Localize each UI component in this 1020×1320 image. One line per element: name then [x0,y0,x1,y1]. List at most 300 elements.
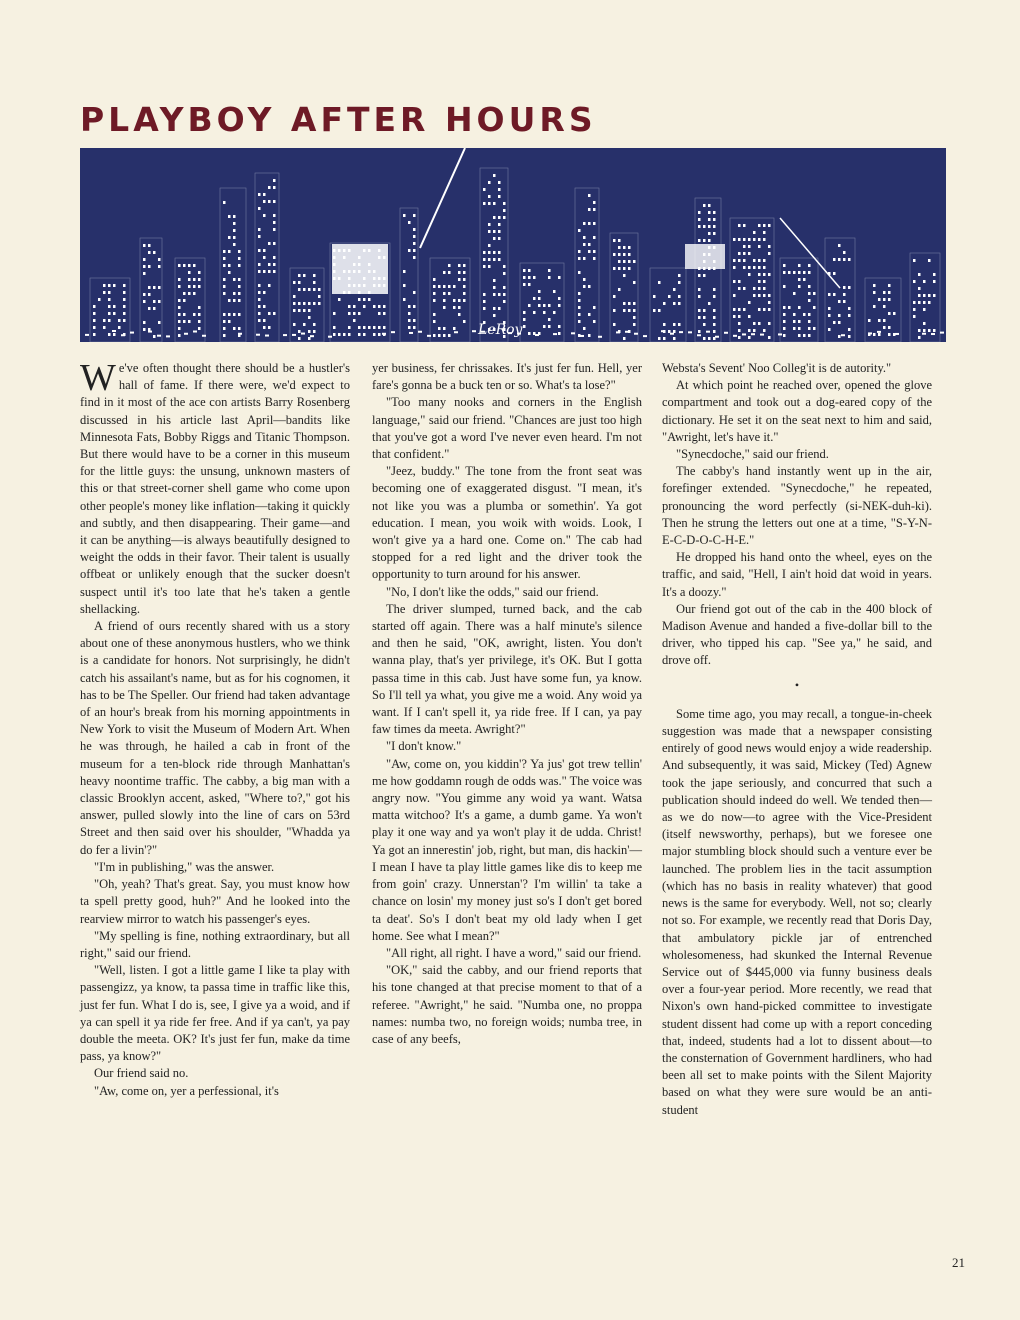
window-light [178,334,181,337]
window-light [698,239,701,242]
window-light [748,315,751,318]
window-light [258,263,261,266]
window-light [593,306,596,309]
street-light [931,333,935,335]
window-light [448,292,451,295]
window-light [883,305,886,308]
window-light [108,298,111,301]
window-light [678,323,681,326]
window-light [808,271,811,274]
window-light [758,287,761,290]
street-light [148,331,152,333]
window-light [588,194,591,197]
window-light [583,278,586,281]
window-light [593,208,596,211]
street-light [472,330,476,332]
window-light [193,264,196,267]
paragraph [80,1083,350,1100]
window-light [233,236,236,239]
window-light [198,327,201,330]
window-light [318,288,321,291]
window-light [843,258,846,261]
window-light [528,283,531,286]
window-light [758,280,761,283]
window-light [153,286,156,289]
paragraph-text: Some time ago, you may recall, a tongue-in-cheek suggestion was made that a newspaper consisting entirely of good news would enjoy a wide readership. And subsequently, it was said, Mickey (Ted) Agnew took the jape seriously, and concurred that such a publication should indeed do well. We tended then—as we do now—to agree with the Vice-President (itself newsworthy, perhaps), but we foresee one major stumbling block should such a venture ever be launched. The problem lies in the tacit assumption (which has no basis in reality whatever) that good news is the same for everybody. Well, not so; clearly not so. For example, we recently read that Doris Day, that ambulatory pickle jar of entrenched wholesomeness, had skunked the Internal Revenue Service out of $445,000 via funny business deals over a four-year period. More recently, we read that Nixon's own hand-picked committee to investigate student dissent had come up with a report conceding that, indeed, students had a lot to dissent about—to the consternation of Government hardliners, who had been all set to make points with the Silent Majority based on what they were sure would be an anti-student [662,706,932,1117]
window-light [543,311,546,314]
window-light [628,267,631,270]
article-column-3 [662,360,932,1119]
window-light [158,258,161,261]
window-light [458,271,461,274]
window-light [263,249,266,252]
window-light [498,195,501,198]
building-outline [825,238,855,342]
window-light [793,320,796,323]
window-light [713,330,716,333]
window-light [763,280,766,283]
paragraph-text: "I don't know." [386,739,462,754]
window-light [888,333,891,336]
window-light [738,252,741,255]
window-light [838,244,841,247]
window-light [448,285,451,288]
window-light [188,285,191,288]
window-light [298,274,301,277]
paragraph [80,357,350,618]
window-light [228,299,231,302]
paragraph-text: At which point he reached over, opened the glove compartment and took out a dog-eared copy of the dictionary. He set it on the seat next to him and said, "Awright, let's have it." [662,378,932,444]
street-light [184,333,188,335]
street-light [679,331,683,333]
building-outline [140,238,162,342]
window-light [108,319,111,322]
window-light [108,312,111,315]
window-light [618,253,621,256]
window-light [293,309,296,312]
window-light [433,299,436,302]
window-light [763,266,766,269]
paragraph-text: "Too many nooks and corners in the English language," said our friend. "Chances are just too high that you've got a word I've never even heard. I'm not that confident." [372,395,642,462]
window-light [588,250,591,253]
window-light [838,335,841,338]
paragraph [80,859,350,876]
window-light [303,323,306,326]
window-light [628,246,631,249]
window-light [263,256,266,259]
window-light [713,288,716,291]
window-light [223,292,226,295]
paragraph [662,601,932,670]
window-light [358,312,361,315]
window-light [738,238,741,241]
street-light [121,334,125,336]
window-light [258,291,261,294]
window-light [113,284,116,287]
window-light [453,306,456,309]
window-light [783,285,786,288]
window-light [733,238,736,241]
window-light [633,309,636,312]
window-light [493,216,496,219]
window-light [878,333,881,336]
window-light [913,308,916,311]
window-light [223,201,226,204]
street-light [193,331,197,333]
window-light [348,305,351,308]
window-light [653,309,656,312]
window-light [708,211,711,214]
street-light [112,330,116,332]
window-light [738,336,741,339]
window-light [258,298,261,301]
window-light [743,287,746,290]
building-outline [575,188,599,342]
window-light [183,320,186,323]
page-title: PLAYBOY AFTER HOURS [80,100,597,139]
window-light [153,335,156,338]
window-light [618,246,621,249]
window-light [263,270,266,273]
window-light [293,281,296,284]
street-light [454,331,458,333]
window-light [273,256,276,259]
paragraph [80,876,350,928]
window-light [438,334,441,337]
window-light [503,293,506,296]
window-light [158,321,161,324]
paragraph-text: "Aw, come on, you kiddin'? Ya jus' got trew tellin' me how goddamn rough de odds was." The voice was angry now. "You gimme any woid ya want. Watsa matta witchoo? It's a game, a dumb game. Ya won't play it one way and ya won't play it de udda. Christ! Ya got an innerestin' job, right, but man, dis hackin'—I mean I have ta play little games like dis to keep me from goin' crazy. Unnerstan'? I'm willin' ta take a chance on losin' my money just so's I don't get bored ta deat'. So's I don't beat my old lady when I get home. See what I mean?" [372,756,642,943]
paragraph [80,1065,350,1082]
street-light [382,333,386,335]
window-light [268,284,271,287]
window-light [753,238,756,241]
window-light [593,222,596,225]
window-light [108,291,111,294]
window-light [768,336,771,339]
window-light [918,336,921,339]
window-light [928,329,931,332]
window-light [743,238,746,241]
window-light [733,280,736,283]
window-light [888,326,891,329]
window-light [313,288,316,291]
window-light [308,302,311,305]
window-light [763,294,766,297]
window-light [198,306,201,309]
window-light [623,260,626,263]
window-light [763,224,766,227]
window-light [118,326,121,329]
window-light [558,297,561,300]
window-light [523,276,526,279]
window-light [273,179,276,182]
window-light [338,298,341,301]
window-light [493,307,496,310]
window-light [223,313,226,316]
window-light [443,306,446,309]
window-light [888,312,891,315]
street-light [238,333,242,335]
window-light [493,230,496,233]
window-light [258,193,261,196]
window-light [458,306,461,309]
street-light [940,332,944,334]
window-light [193,285,196,288]
window-light [463,271,466,274]
street-light [634,333,638,335]
window-light [103,326,106,329]
window-light [628,302,631,305]
window-light [363,298,366,301]
window-light [668,330,671,333]
window-light [633,281,636,284]
street-light [841,334,845,336]
street-light [202,335,206,337]
street-light [778,333,782,335]
window-light [378,326,381,329]
window-light [793,292,796,295]
window-light [298,288,301,291]
window-light [768,245,771,248]
window-light [933,280,936,283]
window-light [443,285,446,288]
window-light [373,305,376,308]
window-light [493,174,496,177]
window-light [198,313,201,316]
window-light [698,288,701,291]
window-light [768,252,771,255]
window-light [753,266,756,269]
window-light [443,292,446,295]
window-light [748,301,751,304]
window-light [623,337,626,340]
window-light [143,328,146,331]
window-light [488,223,491,226]
street-light [166,335,170,337]
window-light [93,333,96,336]
window-light [448,264,451,267]
window-light [178,278,181,281]
window-light [558,332,561,335]
window-light [633,302,636,305]
window-light [658,309,661,312]
window-light [873,291,876,294]
window-light [808,264,811,267]
window-light [143,272,146,275]
window-light [793,313,796,316]
window-light [463,292,466,295]
window-light [873,305,876,308]
street-light [571,332,575,334]
window-light [663,337,666,340]
window-light [498,307,501,310]
window-light [273,242,276,245]
window-light [708,232,711,235]
street-light [922,333,926,335]
window-light [738,224,741,227]
window-light [183,313,186,316]
window-light [528,332,531,335]
window-light [878,298,881,301]
window-light [618,267,621,270]
window-light [188,264,191,267]
window-light [578,271,581,274]
window-light [178,313,181,316]
window-light [443,271,446,274]
window-light [888,298,891,301]
window-light [298,281,301,284]
window-light [743,259,746,262]
window-light [748,238,751,241]
window-light [463,285,466,288]
window-light [918,301,921,304]
paragraph [662,463,932,549]
window-light [673,323,676,326]
window-light [783,264,786,267]
window-light [878,319,881,322]
window-light [123,312,126,315]
window-light [273,270,276,273]
window-light [883,291,886,294]
window-light [713,295,716,298]
window-light [758,238,761,241]
window-light [258,249,261,252]
window-light [848,307,851,310]
window-light [888,291,891,294]
window-light [743,245,746,248]
window-light [148,251,151,254]
window-light [403,284,406,287]
window-light [123,305,126,308]
window-light [768,301,771,304]
window-light [833,258,836,261]
street-light [580,335,584,337]
window-light [503,272,506,275]
window-light [708,204,711,207]
window-light [918,273,921,276]
window-light [808,285,811,288]
window-light [223,285,226,288]
window-light [233,313,236,316]
window-light [238,285,241,288]
window-light [148,307,151,310]
window-light [793,327,796,330]
window-light [413,235,416,238]
street-light [715,336,719,338]
street-light [130,332,134,334]
window-light [578,320,581,323]
street-light [535,334,539,336]
window-light [498,216,501,219]
window-light [623,309,626,312]
window-light [913,259,916,262]
window-light [403,214,406,217]
window-light [503,209,506,212]
window-light [543,325,546,328]
window-light [258,235,261,238]
paragraph [372,756,642,945]
paragraph [372,962,642,1048]
window-light [763,238,766,241]
window-light [178,320,181,323]
window-light [438,285,441,288]
window-light [273,263,276,266]
window-light [348,326,351,329]
window-light [413,256,416,259]
window-light [113,305,116,308]
window-light [483,293,486,296]
window-light [843,286,846,289]
window-light [273,186,276,189]
window-light [753,259,756,262]
window-light [538,290,541,293]
window-light [848,286,851,289]
window-light [623,246,626,249]
window-light [578,292,581,295]
window-light [553,290,556,293]
window-light [698,225,701,228]
window-light [318,295,321,298]
window-light [98,298,101,301]
window-light [223,257,226,260]
window-light [483,307,486,310]
window-light [103,284,106,287]
window-light [493,251,496,254]
window-light [828,272,831,275]
window-light [758,224,761,227]
window-light [848,258,851,261]
window-light [578,229,581,232]
window-light [123,291,126,294]
window-light [268,242,271,245]
window-light [143,265,146,268]
window-light [848,335,851,338]
window-light [543,304,546,307]
window-light [838,258,841,261]
paragraph [372,584,642,601]
window-light [373,333,376,336]
window-light [763,308,766,311]
window-light [153,300,156,303]
window-light [788,306,791,309]
window-light [828,314,831,317]
street-light [598,336,602,338]
window-light [233,299,236,302]
window-light [298,302,301,305]
window-light [843,300,846,303]
street-light [706,331,710,333]
window-light [233,215,236,218]
window-light [743,252,746,255]
window-light [588,313,591,316]
window-light [923,294,926,297]
window-light [408,312,411,315]
window-light [848,314,851,317]
window-light [678,295,681,298]
window-light [448,271,451,274]
window-light [698,316,701,319]
window-light [828,307,831,310]
building-outline [520,263,564,342]
paragraph-text: yer business, fer chrissakes. It's just fer fun. Hell, yer fare's gonna be a buck ten or so. What's ta lose?" [372,361,642,393]
street-light [724,332,728,334]
street-light [661,330,665,332]
window-light [413,242,416,245]
paragraph-text: "Jeez, buddy." The tone from the front seat was becoming one of exaggerated disgust. "I mean, it's not like you was a plumba or somethin'. Ya got education. I mean, you woik with woids. Look, I won't give ya a hard one. Come on." The cab had stopped for a red light and the driver took the opportunity to turn around for his answer. [372,464,642,582]
window-light [788,271,791,274]
window-light [273,228,276,231]
